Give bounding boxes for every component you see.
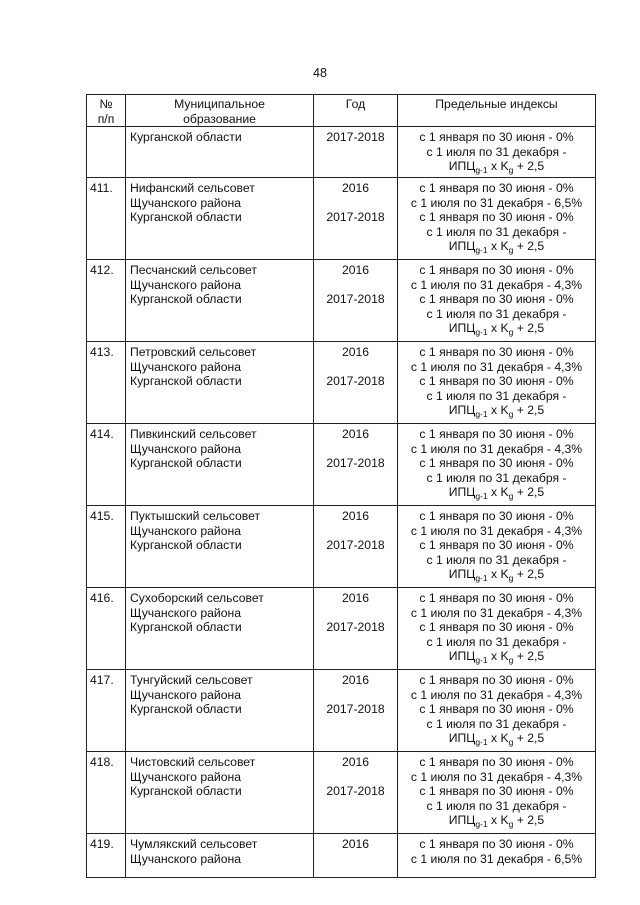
row-year [314, 669, 398, 751]
municipality-line: Щучанского района [130, 769, 241, 784]
table-row [87, 341, 596, 423]
year-line: 2016 [341, 426, 370, 441]
index-formula [398, 403, 595, 418]
formula-prefix: ИПЦ [448, 567, 476, 582]
formula-suffix: + 2,5 [513, 485, 545, 500]
row-municipality [126, 751, 314, 833]
formula-sub: g-1 [475, 165, 488, 176]
row-year [314, 423, 398, 505]
formula-prefix: ИПЦ [448, 649, 476, 664]
year-spacer [314, 606, 397, 621]
row-year [314, 259, 398, 341]
row-year [314, 751, 398, 833]
year-line: 2017-2018 [326, 210, 385, 225]
index-line: с 1 января по 30 июня - 0% [419, 292, 574, 307]
index-line: с 1 января по 30 июня - 0% [419, 538, 574, 553]
year-line: 2016 [341, 262, 370, 277]
year-spacer [314, 442, 397, 457]
row-municipality [126, 259, 314, 341]
index-line: с 1 июля по 31 декабря - [426, 306, 567, 321]
municipality-line: Курганской области [130, 292, 242, 307]
index-line: с 1 июля по 31 декабря - [426, 634, 567, 649]
municipality-line: Щучанского района [130, 441, 241, 456]
table-row [87, 505, 596, 587]
year-line: 2017-2018 [326, 620, 385, 635]
formula-sub: g [508, 655, 514, 666]
index-line: с 1 января по 30 июня - 0% [419, 672, 574, 687]
formula-sub: g [508, 819, 514, 830]
municipality-line: Щучанского района [130, 851, 241, 866]
row-municipality: Курганской области [126, 127, 314, 178]
row-num: 411. [87, 177, 126, 259]
municipality-line: Щучанского района [130, 605, 241, 620]
formula-suffix: + 2,5 [513, 239, 545, 254]
formula-prefix: ИПЦ [448, 731, 476, 746]
row-indices [398, 751, 596, 833]
row-num: 413. [87, 341, 126, 423]
year-line: 2017-2018 [326, 784, 385, 799]
index-line: с 1 июля по 31 декабря - 6,5% [410, 195, 583, 210]
formula-prefix: ИПЦ [448, 159, 476, 174]
row-num [87, 127, 126, 178]
formula-suffix: + 2,5 [513, 159, 545, 174]
formula-mid: x K [487, 403, 509, 418]
formula-sub: g-1 [475, 245, 488, 256]
table-row-continuation [87, 127, 596, 178]
formula-sub: g-1 [475, 737, 488, 748]
formula-mid: x K [487, 731, 509, 746]
year-line: 2017-2018 [326, 456, 385, 471]
index-formula [398, 649, 595, 664]
index-line: с 1 июля по 31 декабря - 4,3% [410, 359, 583, 374]
index-line: с 1 июля по 31 декабря - 4,3% [410, 769, 583, 784]
formula-sub: g-1 [475, 409, 488, 420]
formula-sub: g-1 [475, 491, 488, 502]
year-line: 2016 [341, 344, 370, 359]
formula-mid: x K [487, 649, 509, 664]
year-line: 2017-2018 [326, 292, 385, 307]
municipality-line: Пуктышский сельсовет [130, 508, 261, 523]
municipality-line: Щучанского района [130, 687, 241, 702]
page-number: 48 [313, 66, 327, 80]
index-formula [398, 813, 595, 828]
formula-prefix: ИПЦ [448, 321, 476, 336]
row-year [314, 177, 398, 259]
year-spacer [314, 524, 397, 539]
formula-mid: x K [487, 567, 509, 582]
row-year [314, 505, 398, 587]
table-row [87, 751, 596, 833]
formula-mid: x K [487, 239, 509, 254]
row-indices [398, 423, 596, 505]
table-row [87, 587, 596, 669]
formula-mid: x K [487, 159, 509, 174]
municipality-line: Щучанского района [130, 359, 241, 374]
year-line: 2017-2018 [326, 538, 385, 553]
index-formula [398, 239, 595, 254]
formula-mid: x K [487, 813, 509, 828]
formula-sub: g-1 [475, 327, 488, 338]
row-num: 417. [87, 669, 126, 751]
formula-sub: g-1 [475, 819, 488, 830]
index-line: с 1 января по 30 июня - 0% [419, 702, 574, 717]
index-formula [398, 321, 595, 336]
row-municipality [126, 423, 314, 505]
index-formula [398, 485, 595, 500]
formula-suffix: + 2,5 [513, 731, 545, 746]
formula-prefix: ИПЦ [448, 239, 476, 254]
row-indices [398, 341, 596, 423]
formula-sub: g [508, 165, 514, 176]
row-indices [398, 833, 596, 877]
header-municipality-line: образование [183, 111, 256, 126]
row-num: 416. [87, 587, 126, 669]
index-line: с 1 января по 30 июня - 0% [419, 456, 574, 471]
formula-suffix: + 2,5 [513, 567, 545, 582]
index-line: с 1 января по 30 июня - 0% [419, 180, 574, 195]
year-line: 2016 [341, 590, 370, 605]
row-year [314, 587, 398, 669]
municipality-line: Пивкинский сельсовет [130, 426, 257, 441]
index-line: с 1 июля по 31 декабря - [426, 144, 567, 159]
index-line: с 1 января по 30 июня - 0% [419, 620, 574, 635]
municipality-line: Курганской области [130, 374, 242, 389]
index-line: с 1 января по 30 июня - 0% [419, 374, 574, 389]
row-municipality [126, 669, 314, 751]
year-line: 2016 [341, 754, 370, 769]
row-year: 2016 [314, 833, 398, 877]
formula-sub: g [508, 327, 514, 338]
table-header-row [87, 95, 596, 127]
table-row [87, 669, 596, 751]
row-municipality [126, 833, 314, 877]
formula-sub: g-1 [475, 573, 488, 584]
index-line: с 1 июля по 31 декабря - [426, 716, 567, 731]
row-indices [398, 177, 596, 259]
index-line: с 1 июля по 31 декабря - 4,3% [410, 277, 583, 292]
row-indices [398, 505, 596, 587]
municipality-line: Курганской области [130, 456, 242, 471]
formula-suffix: + 2,5 [513, 813, 545, 828]
municipality-line: Щучанского района [130, 277, 241, 292]
year-spacer [314, 770, 397, 785]
row-num: 419. [87, 833, 126, 877]
formula-mid: x K [487, 485, 509, 500]
row-municipality [126, 177, 314, 259]
table-row [87, 833, 596, 877]
index-line: с 1 июля по 31 декабря - [426, 224, 567, 239]
formula-sub: g [508, 737, 514, 748]
index-line: с 1 января по 30 июня - 0% [419, 344, 574, 359]
index-line: с 1 июля по 31 декабря - [426, 388, 567, 403]
header-num-line: № [99, 97, 113, 111]
header-num-line: п/п [97, 111, 115, 126]
formula-prefix: ИПЦ [448, 485, 476, 500]
index-line: с 1 июля по 31 декабря - [426, 798, 567, 813]
row-num: 412. [87, 259, 126, 341]
row-indices [398, 669, 596, 751]
header-municipality-line: Муниципальное [174, 97, 265, 111]
table-row [87, 259, 596, 341]
formula-mid: x K [487, 321, 509, 336]
index-formula [398, 567, 595, 582]
year-line: 2016 [341, 508, 370, 523]
row-municipality [126, 587, 314, 669]
municipality-line: Курганской области [130, 538, 242, 553]
municipality-line: Курганской области [130, 702, 242, 717]
index-line: с 1 июля по 31 декабря - [426, 470, 567, 485]
index-line: с 1 июля по 31 декабря - 4,3% [410, 441, 583, 456]
header-indices: Предельные индексы [398, 95, 596, 127]
formula-sub: g-1 [475, 655, 488, 666]
index-line: с 1 июля по 31 декабря - [426, 552, 567, 567]
index-line: с 1 января по 30 июня - 0% [419, 754, 574, 769]
municipality-line: Курганской области [130, 620, 242, 635]
row-municipality [126, 341, 314, 423]
index-line: с 1 января по 30 июня - 0% [419, 210, 574, 225]
municipality-line: Курганской области [130, 784, 242, 799]
row-indices [398, 587, 596, 669]
index-line: с 1 июля по 31 декабря - 4,3% [410, 523, 583, 538]
row-indices [398, 127, 596, 178]
municipality-line: Песчанский сельсовет [130, 262, 258, 277]
index-line: с 1 января по 30 июня - 0% [419, 836, 574, 851]
formula-suffix: + 2,5 [513, 321, 545, 336]
year-spacer [314, 360, 397, 375]
formula-prefix: ИПЦ [448, 813, 476, 828]
municipality-line: Чумлякский сельсовет [130, 836, 258, 851]
row-year [314, 341, 398, 423]
index-line: с 1 июля по 31 декабря - 4,3% [410, 687, 583, 702]
formula-sub: g [508, 409, 514, 420]
header-year: Год [314, 95, 398, 127]
municipality-line: Щучанского района [130, 523, 241, 538]
table-row [87, 423, 596, 505]
row-num: 418. [87, 751, 126, 833]
tariff-index-table [86, 94, 596, 878]
municipality-line: Курганской области [130, 210, 242, 225]
formula-sub: g [508, 491, 514, 502]
row-num: 414. [87, 423, 126, 505]
year-line: 2016 [341, 672, 370, 687]
formula-prefix: ИПЦ [448, 403, 476, 418]
year-line: 2016 [341, 180, 370, 195]
formula-sub: g [508, 573, 514, 584]
row-year: 2017-2018 [314, 127, 398, 178]
formula-sub: g [508, 245, 514, 256]
municipality-line: Сухоборский сельсовет [130, 590, 264, 605]
index-line: с 1 июля по 31 декабря - 6,5% [410, 851, 583, 866]
year-spacer [314, 688, 397, 703]
formula-suffix: + 2,5 [513, 403, 545, 418]
table-row [87, 177, 596, 259]
municipality-line: Нифанский сельсовет [130, 180, 255, 195]
index-line: с 1 января по 30 июня - 0% [419, 590, 574, 605]
index-line: с 1 января по 30 июня - 0% [419, 426, 574, 441]
formula-suffix: + 2,5 [513, 649, 545, 664]
year-spacer [314, 196, 397, 211]
index-formula [398, 159, 595, 174]
row-municipality [126, 505, 314, 587]
year-line: 2017-2018 [326, 702, 385, 717]
municipality-line: Чистовский сельсовет [130, 754, 256, 769]
row-num: 415. [87, 505, 126, 587]
municipality-line: Тунгуйский сельсовет [130, 672, 253, 687]
year-line: 2017-2018 [326, 374, 385, 389]
header-municipality [126, 95, 314, 127]
municipality-line: Петровский сельсовет [130, 344, 257, 359]
index-line: с 1 января по 30 июня - 0% [419, 784, 574, 799]
index-line: с 1 января по 30 июня - 0% [419, 508, 574, 523]
index-line: с 1 июля по 31 декабря - 4,3% [410, 605, 583, 620]
header-num [87, 95, 126, 127]
row-indices [398, 259, 596, 341]
index-formula [398, 731, 595, 746]
index-line: с 1 января по 30 июня - 0% [419, 130, 574, 145]
year-spacer [314, 278, 397, 293]
municipality-line: Щучанского района [130, 195, 241, 210]
index-line: с 1 января по 30 июня - 0% [419, 262, 574, 277]
